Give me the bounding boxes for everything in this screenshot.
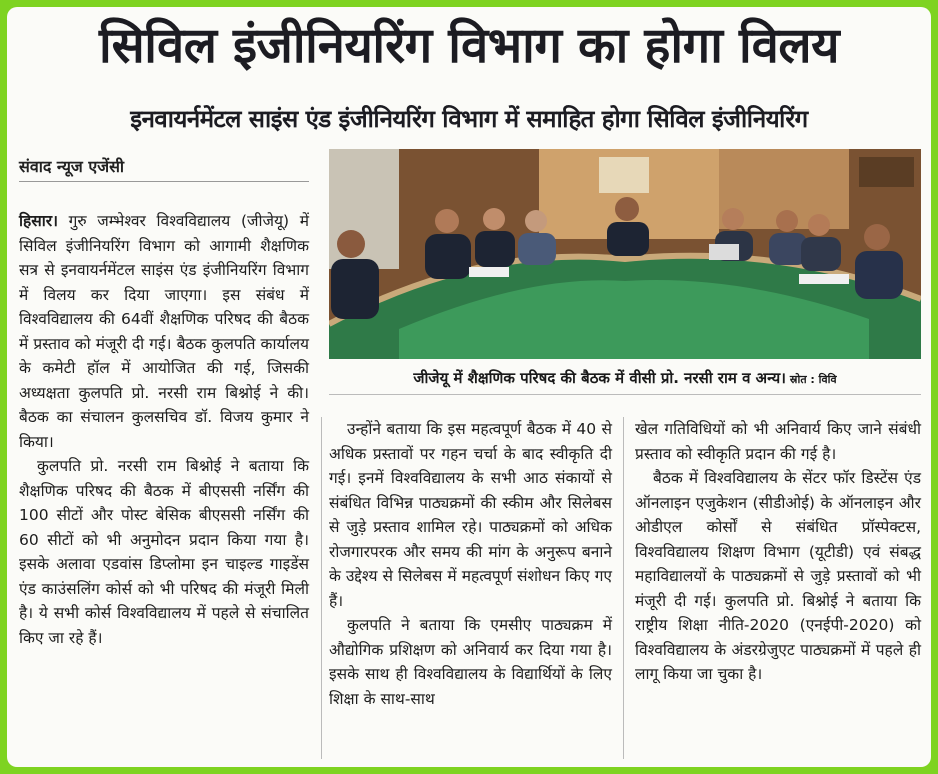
caption-text: जीजेयू में शैक्षणिक परिषद की बैठक में वीसी प्रो. नरसी राम व अन्य। — [413, 369, 786, 387]
photo-credit: स्रोत : विवि — [789, 373, 837, 386]
article-paragraph: कुलपति प्रो. नरसी राम बिश्नोई ने बताया कि शैक्षणिक परिषद की बैठक में बीएससी नर्सिंग की 100 सीटों और पोस्ट बेसिक बीएससी नर्सिंग की 60 सीटों को भी अनुमोदन प्रदान किया गया है। इसके अलावा एडवांस डिप्लोमा इन चाइल्ड गाइडेंस एंड काउंसलिंग कोर्स को भी परिषद की मंजूरी मिली है। ये सभी कोर्स विश्वविद्यालय में पहले से संचालित किए जा रहे हैं। — [19, 457, 309, 647]
newspaper-clipping — [7, 7, 931, 767]
meeting-photo — [329, 149, 921, 359]
article-paragraph: उन्होंने बताया कि इस महत्वपूर्ण बैठक में 40 से अधिक प्रस्तावों पर गहन चर्चा के बाद स्वीकृति दी गई। इनमें विश्वविद्यालय के सभी आठ संकायों से संबंधित विभिन्न पाठ्यक्रमों की स्कीम और सिलेबस से जुड़े प्रस्ताव शामिल रहे। पाठ्यक्रमों को अधिक रोजगारपरक और समय की मांग के अनुरूप बनाने के उद्देश्य से सिलेबस में महत्वपूर्ण संशोधन किए गए हैं। — [329, 420, 612, 610]
article-column-2 — [329, 417, 612, 711]
headline: सिविल इंजीनियरिंग विभाग का होगा विलय — [98, 17, 840, 74]
article-column-1 — [19, 209, 309, 650]
subheadline: इनवायर्नमेंटल साइंस एंड इंजीनियरिंग विभाग में समाहित होगा सिविल इंजीनियरिंग — [130, 105, 808, 133]
byline: संवाद न्यूज एजेंसी — [19, 153, 309, 182]
column-divider — [623, 417, 624, 759]
meeting-photo-illustration — [329, 149, 921, 359]
article-paragraph: कुलपति ने बताया कि एमसीए पाठ्यक्रम में औद्योगिक प्रशिक्षण को अनिवार्य कर दिया गया है। इसके साथ ही विश्वविद्यालय के विद्यार्थियों के लिए शिक्षा के साथ-साथ — [329, 616, 612, 708]
photo-caption — [329, 362, 921, 395]
article-paragraph: बैठक में विश्वविद्यालय के सेंटर फॉर डिस्टेंस एंड ऑनलाइन एजुकेशन (सीडीओई) के ऑनलाइन और ओडीएल कोर्सों से संबंधित प्रॉस्पेक्टस, विश्वविद्यालय शिक्षण विभाग (यूटीडी) एवं संबद्ध महाविद्यालयों के पाठ्यक्रमों से जुड़े प्रस्तावों को भी मंजूरी दी गई। कुलपति प्रो. बिश्नोई ने बताया कि राष्ट्रीय शिक्षा नीति-2020 (एनईपी-2020) को विश्वविद्यालय के अंडरग्रेजुएट पाठ्यक्रमों में पहले ही लागू किया जा चुका है। — [635, 469, 921, 683]
article-paragraph — [19, 209, 309, 454]
article-column-3 — [635, 417, 921, 687]
article-paragraph: खेल गतिविधियों को भी अनिवार्य किए जाने संबंधी प्रस्ताव को स्वीकृति प्रदान की गई है। — [635, 420, 921, 463]
column-divider — [321, 417, 322, 759]
paragraph-text: गुरु जम्भेश्वर विश्वविद्यालय (जीजेयू) में सिविल इंजीनियरिंग विभाग को आगामी शैक्षणिक सत्र से इनवायर्नमेंटल साइंस एंड इंजीनियरिंग विभाग में विलय कर दिया जाएगा। इस संबंध में विश्वविद्यालय की 64वीं शैक्षणिक परिषद की बैठक में प्रस्ताव को मंजूरी दी गई। बैठक कुलपति कार्यालय के कमेटी हॉल में आयोजित की गई, जिसकी अध्यक्षता कुलपति प्रो. नरसी राम बिश्नोई ने की। बैठक का संचालन कुलसचिव डॉ. विजय कुमार ने किया। — [19, 212, 309, 451]
dateline: हिसार। — [19, 212, 58, 230]
